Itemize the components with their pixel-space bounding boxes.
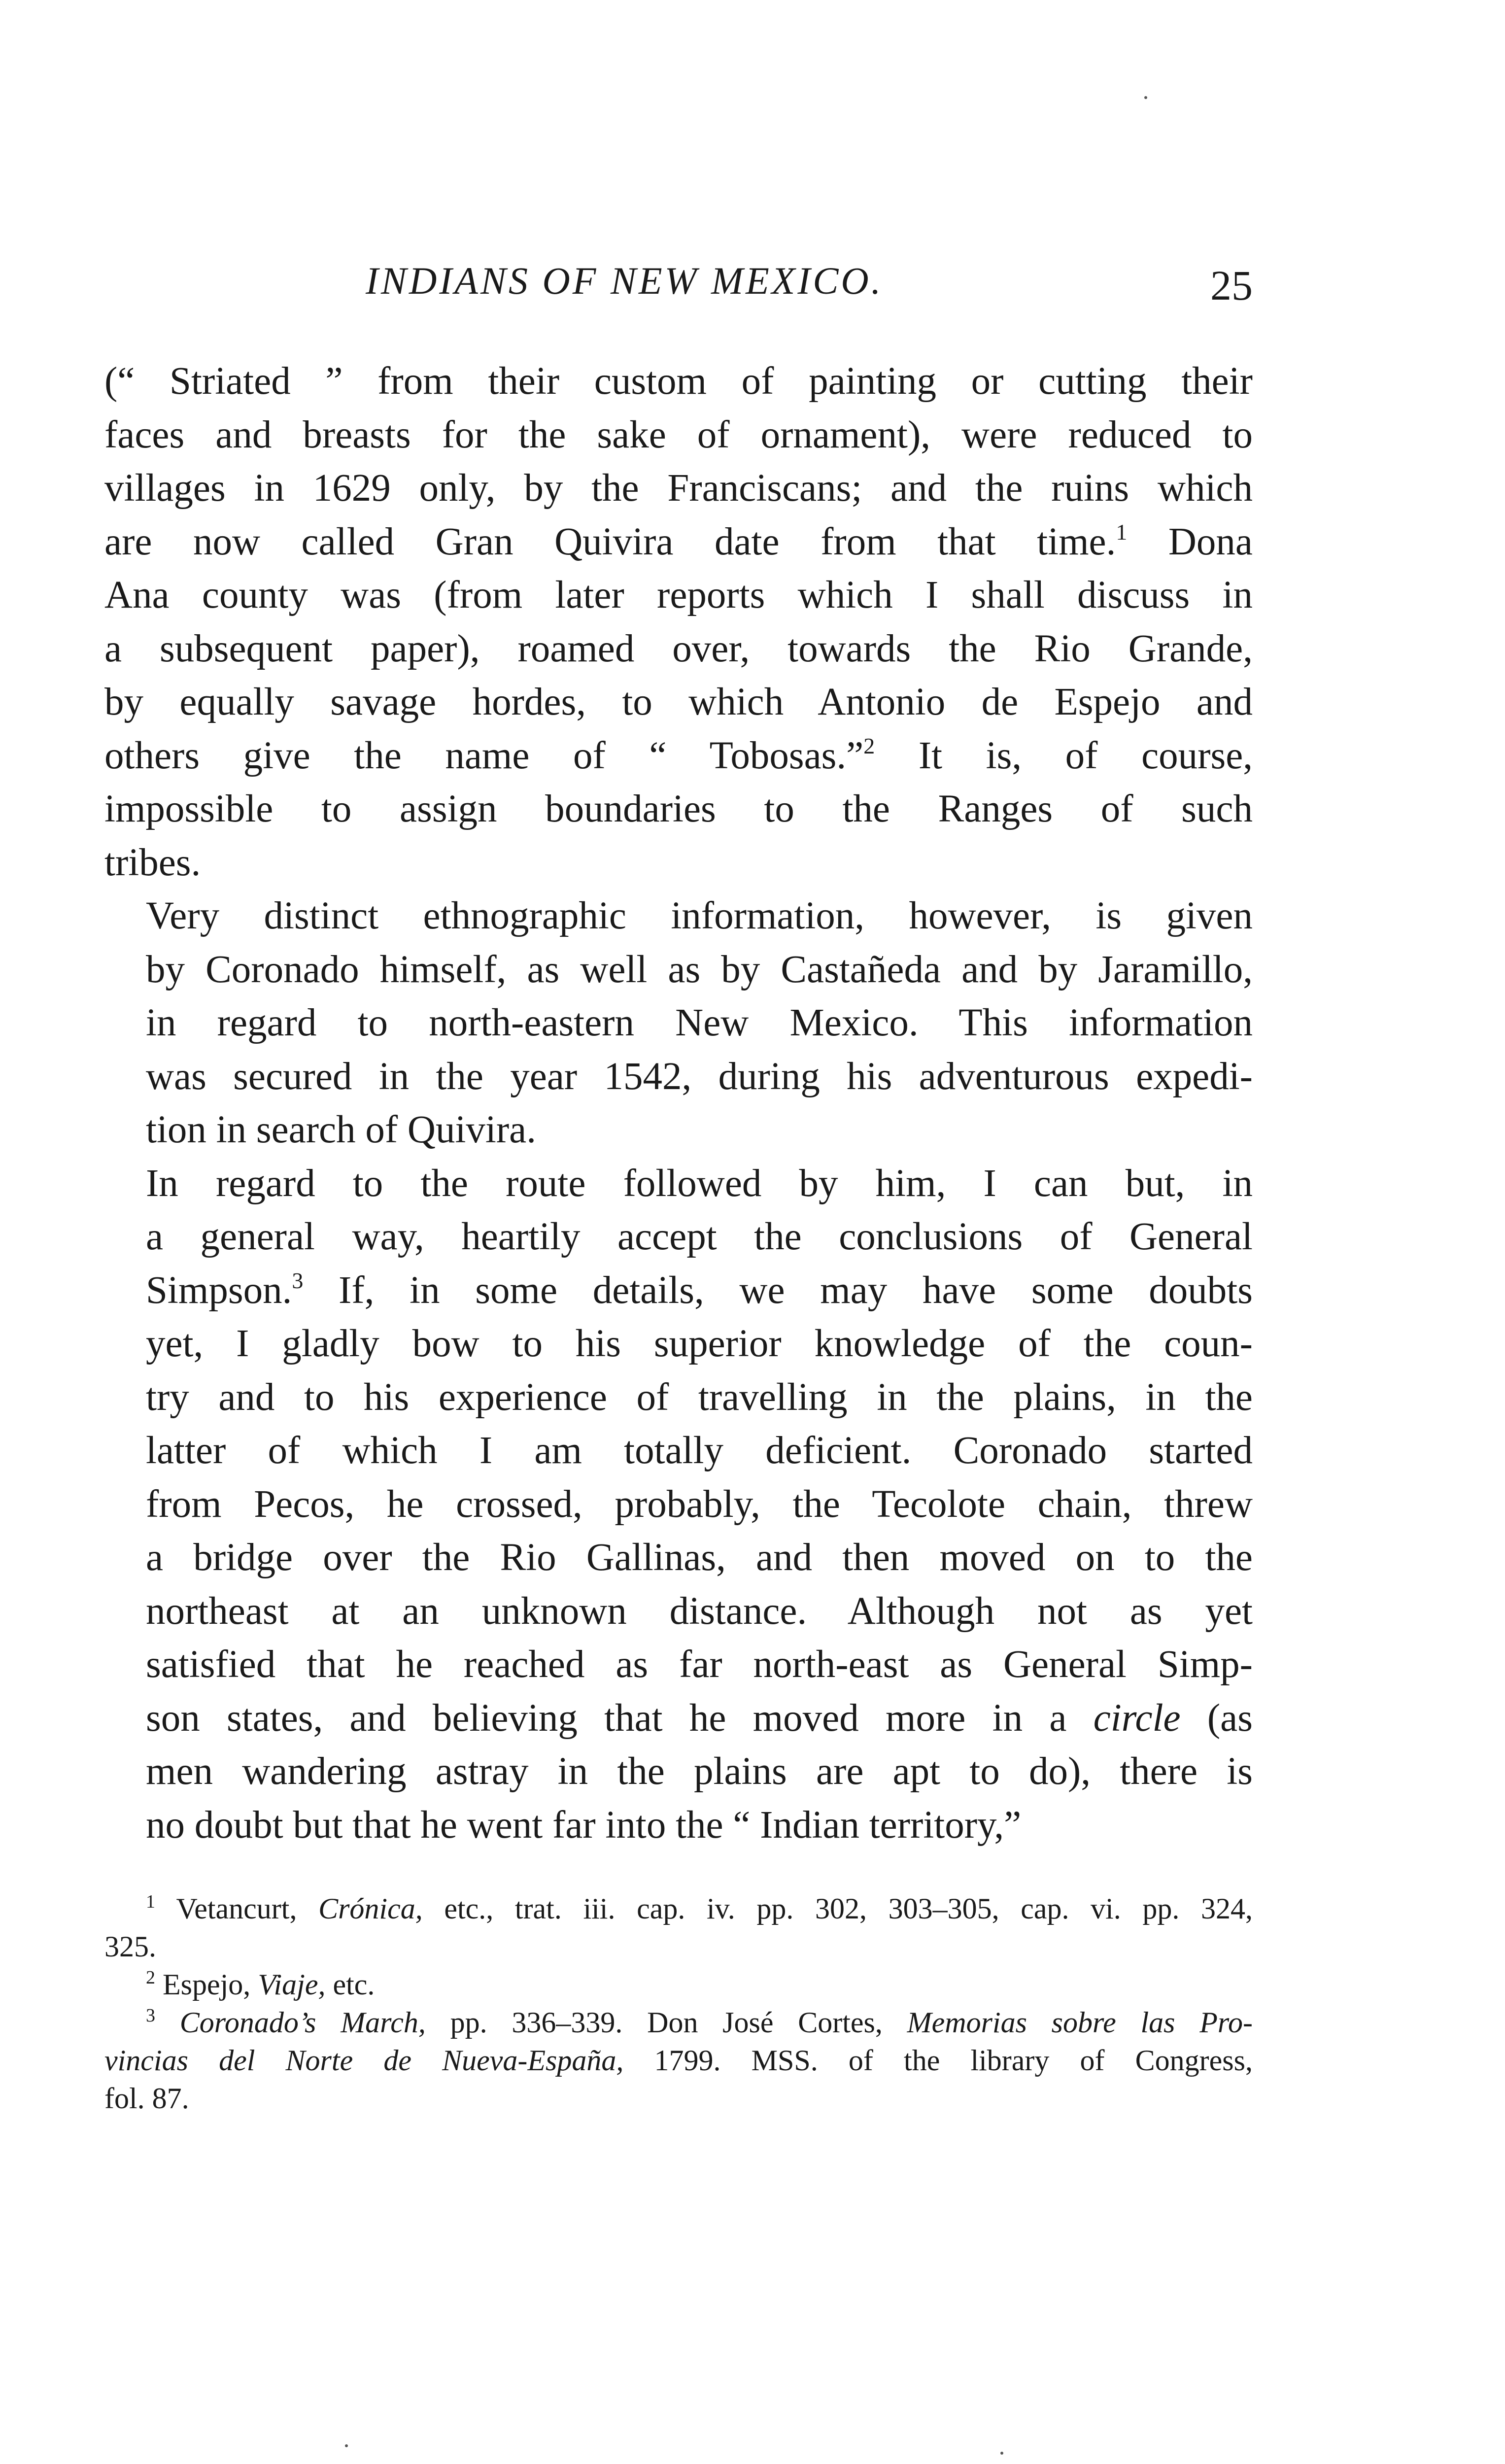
paragraph-2 bbox=[104, 890, 1253, 1157]
body-text bbox=[104, 355, 1253, 1852]
speck bbox=[345, 2444, 348, 2447]
footnote-italic: Memorias sobre las Pro- bbox=[907, 2006, 1253, 2039]
text-line: northeast at an unknown distance. Although not as yet bbox=[146, 1589, 1253, 1633]
footnote-2 bbox=[104, 1966, 1253, 2004]
text-line: tribes. bbox=[104, 841, 201, 884]
text-line: In regard to the route followed by him, I can but, in bbox=[146, 1162, 1253, 1205]
footnote-ref-2: 2 bbox=[863, 733, 875, 758]
footnote-line bbox=[104, 2004, 1253, 2042]
text-segment: (as bbox=[1180, 1696, 1253, 1740]
footnote-text: Vetancurt, bbox=[176, 1892, 319, 1925]
text-segment: It is, of course, bbox=[875, 734, 1253, 777]
page-number: 25 bbox=[1210, 262, 1253, 309]
text-line: satisfied that he reached as far north-east as General Simp- bbox=[146, 1643, 1253, 1686]
text-line: Ana county was (from later reports which I shall discuss in bbox=[104, 574, 1253, 616]
footnote-3 bbox=[104, 2004, 1253, 2118]
footnote-line: fol. 87. bbox=[104, 2082, 189, 2115]
footnote-italic: vincias del Norte de Nueva-España, bbox=[104, 2044, 624, 2077]
text-line: by Coronado himself, as well as by Castañeda and by Jaramillo, bbox=[146, 948, 1253, 991]
footnote-line bbox=[104, 1890, 1253, 1928]
text-line: villages in 1629 only, by the Franciscans; and the ruins which bbox=[104, 467, 1253, 510]
running-title: INDIANS OF NEW MEXICO. bbox=[366, 259, 884, 302]
text-segment: Simpson. bbox=[146, 1268, 292, 1312]
text-line: men wandering astray in the plains are apt to do), there is bbox=[146, 1750, 1253, 1793]
paragraph-1 bbox=[104, 355, 1253, 890]
text-line: a general way, heartily accept the conclusions of General bbox=[146, 1215, 1253, 1258]
text-segment: others give the name of “ Tobosas.” bbox=[104, 734, 864, 777]
page-header bbox=[104, 259, 1253, 313]
footnote-text: pp. 336–339. Don José Cortes, bbox=[425, 2006, 907, 2039]
footnote-text: 1799. MSS. of the library of Congress, bbox=[623, 2044, 1253, 2077]
text-line: was secured in the year 1542, during his adventurous expedi- bbox=[146, 1055, 1253, 1098]
footnote-line: 325. bbox=[104, 1930, 156, 1963]
footnote-italic: Viaje, bbox=[258, 1968, 326, 2001]
text-line bbox=[104, 729, 1253, 783]
speck bbox=[1000, 2452, 1003, 2455]
footnote-text: etc. bbox=[325, 1968, 375, 2001]
text-segment: are now called Gran Quivira date from that time. bbox=[104, 520, 1116, 563]
text-line: tion in search of Quivira. bbox=[146, 1108, 536, 1151]
footnote-mark: 1 bbox=[146, 1891, 155, 1912]
footnote-italic: Crónica, bbox=[318, 1892, 423, 1925]
text-line: by equally savage hordes, to which Antonio de Espejo and bbox=[104, 681, 1253, 723]
text-line: try and to his experience of travelling in the plains, in the bbox=[146, 1375, 1253, 1419]
footnotes bbox=[104, 1890, 1253, 2118]
footnote-text: etc., trat. iii. cap. iv. pp. 302, 303–305, cap. vi. pp. 324, bbox=[422, 1892, 1253, 1925]
text-line bbox=[104, 1264, 1253, 1318]
text-line: yet, I gladly bow to his superior knowledge of the coun- bbox=[146, 1322, 1253, 1365]
italic-word: circle bbox=[1093, 1696, 1181, 1740]
text-segment: Dona bbox=[1127, 520, 1253, 563]
text-segment: son states, and believing that he moved more in a bbox=[146, 1696, 1094, 1740]
footnote-1 bbox=[104, 1890, 1253, 1966]
text-line: no doubt but that he went far into the “ Indian territory,” bbox=[146, 1803, 1022, 1847]
footnote-italic: Coronado’s March, bbox=[179, 2006, 426, 2039]
footnote-ref-1: 1 bbox=[1116, 519, 1128, 545]
footnote-mark: 3 bbox=[146, 2005, 155, 2026]
footnote-line bbox=[104, 2042, 1253, 2080]
footnote-mark: 2 bbox=[146, 1967, 155, 1988]
text-line: from Pecos, he crossed, probably, the Tecolote chain, threw bbox=[146, 1482, 1253, 1526]
text-line: faces and breasts for the sake of ornament), were reduced to bbox=[104, 413, 1253, 456]
footnote-line bbox=[104, 1966, 1253, 2004]
text-segment: If, in some details, we may have some doubts bbox=[303, 1268, 1253, 1312]
text-line: impossible to assign boundaries to the Ranges of such bbox=[104, 787, 1253, 830]
speck bbox=[1144, 96, 1147, 99]
text-line: in regard to north-eastern New Mexico. This information bbox=[146, 1001, 1253, 1044]
text-line bbox=[104, 1692, 1253, 1745]
footnote-text: Espejo, bbox=[163, 1968, 258, 2001]
text-line: (“ Striated ” from their custom of painting or cutting their bbox=[104, 360, 1253, 403]
text-line bbox=[104, 515, 1253, 569]
paragraph-3 bbox=[104, 1157, 1253, 1852]
text-line: a subsequent paper), roamed over, towards the Rio Grande, bbox=[104, 627, 1253, 670]
footnote-ref-3: 3 bbox=[292, 1267, 304, 1293]
text-line: Very distinct ethnographic information, however, is given bbox=[146, 894, 1253, 937]
text-line: a bridge over the Rio Gallinas, and then moved on to the bbox=[146, 1536, 1253, 1579]
text-line: latter of which I am totally deficient. Coronado started bbox=[146, 1429, 1253, 1472]
